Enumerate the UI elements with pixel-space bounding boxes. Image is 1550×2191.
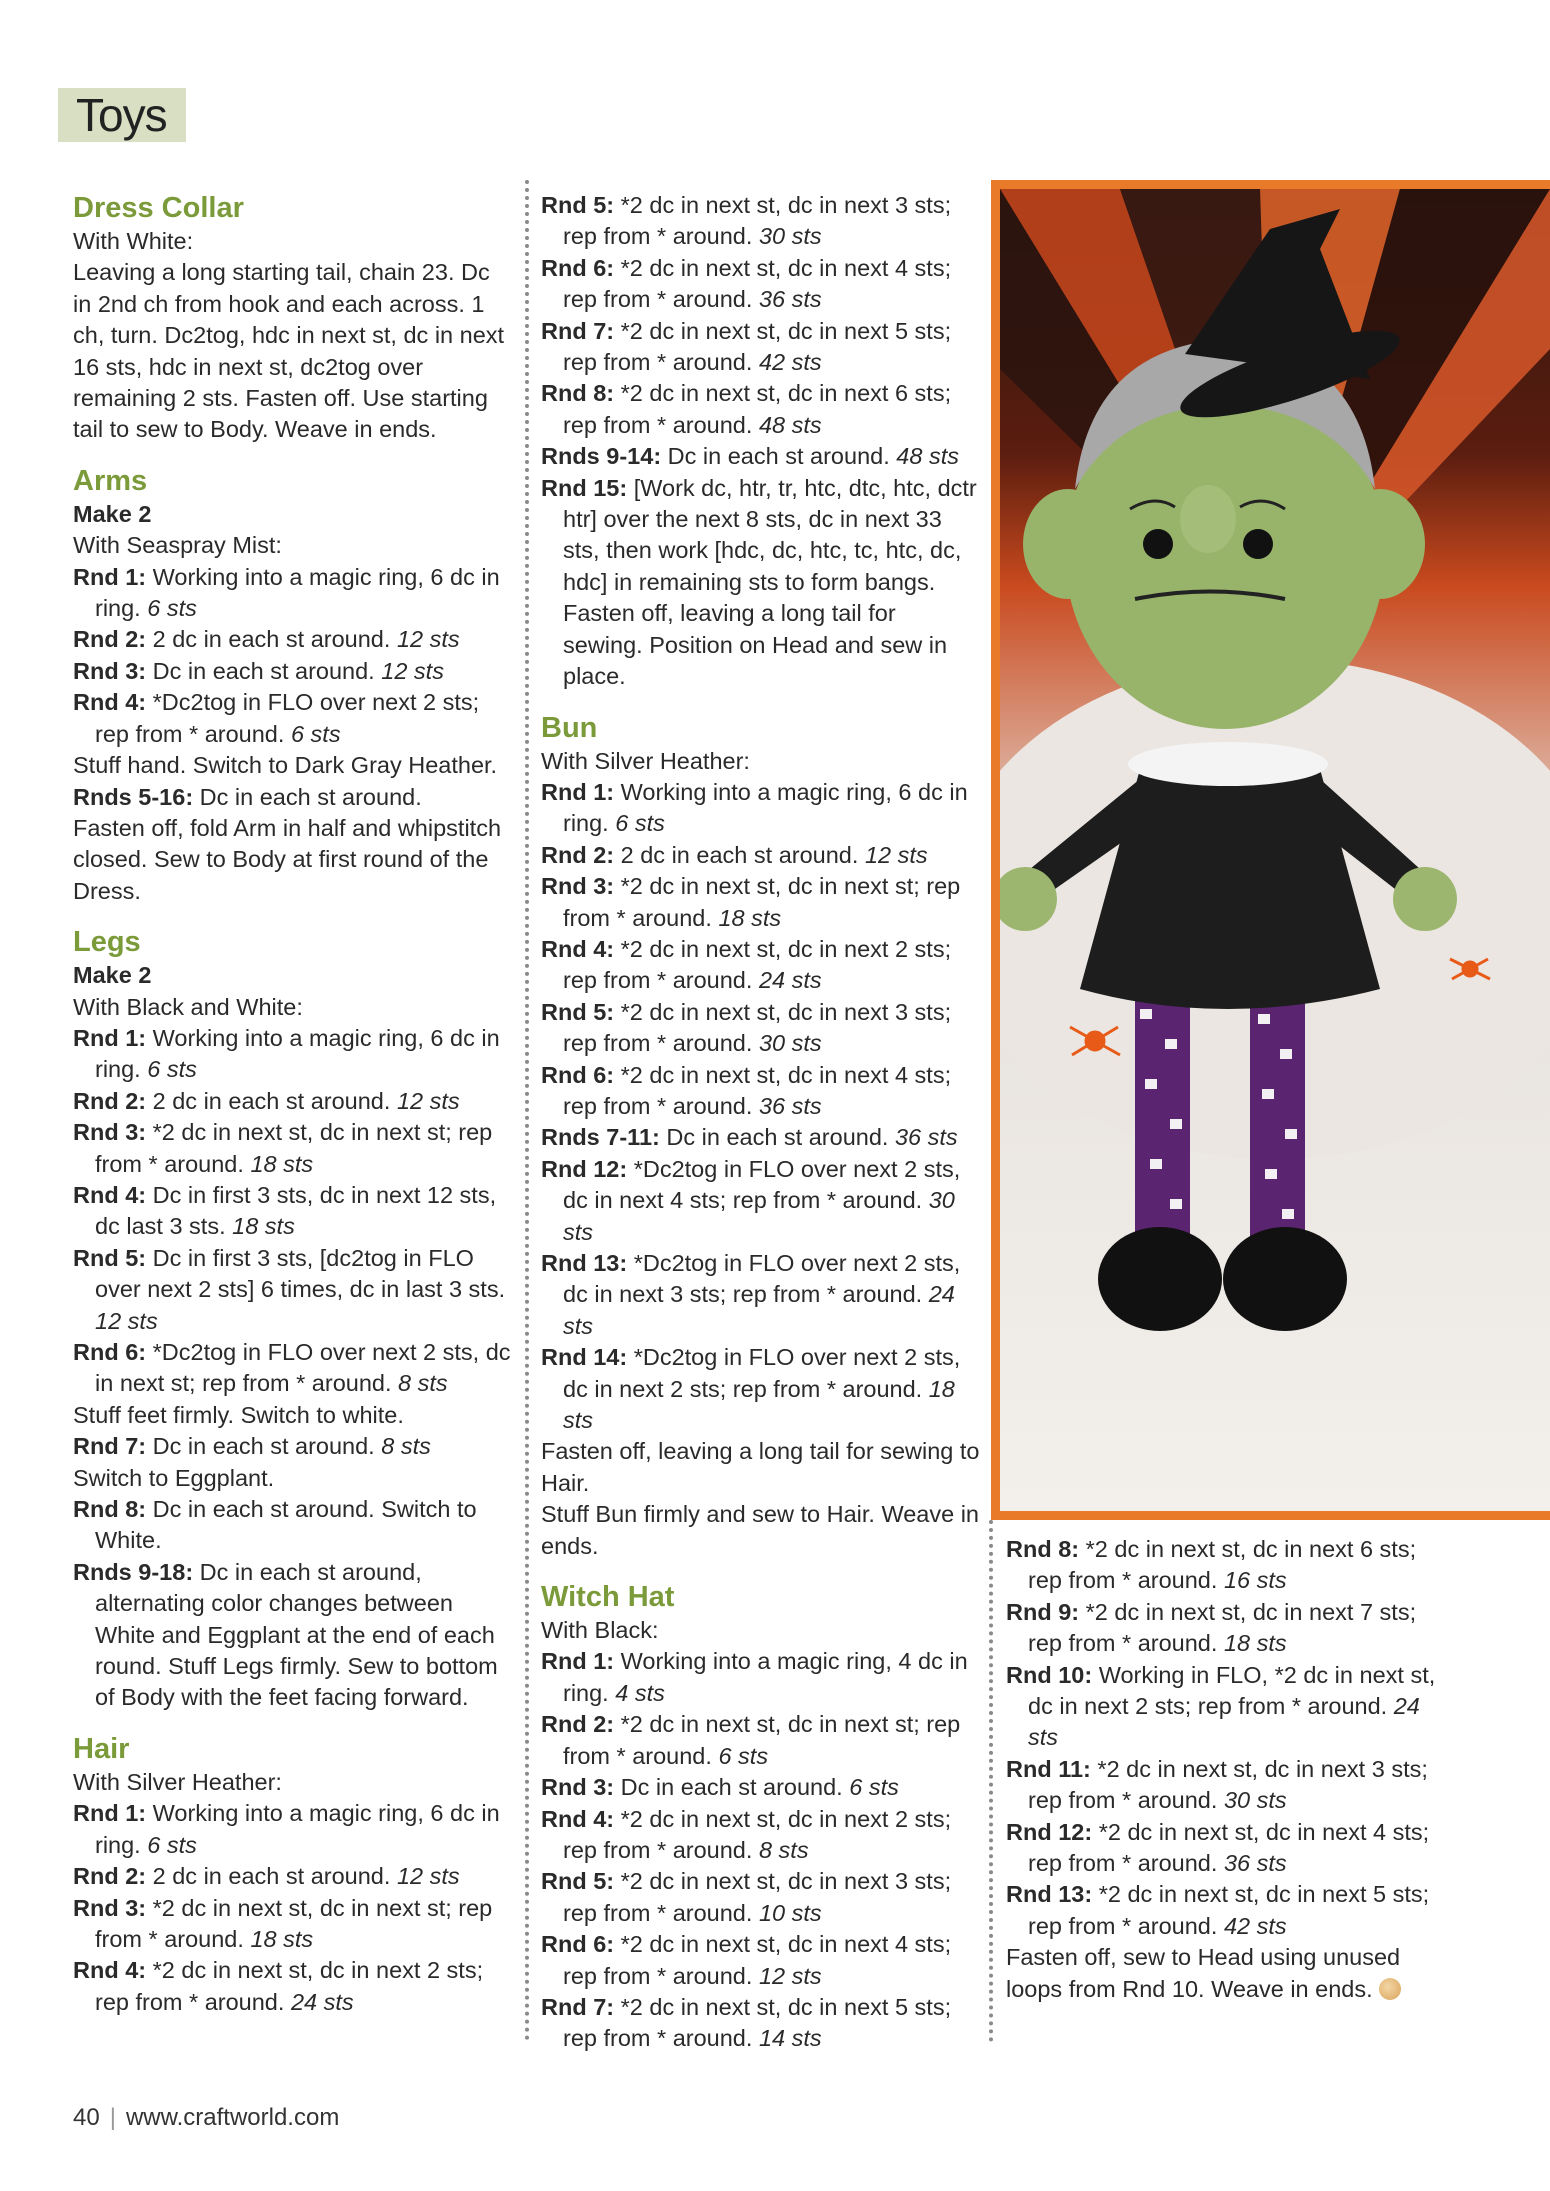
round-instruction: [541, 934, 981, 997]
instruction-text: [541, 1615, 981, 1646]
round-label: Rnd 6:: [541, 1931, 615, 1958]
stitch-count: 24 sts: [290, 1988, 354, 2015]
spacer: [73, 907, 513, 924]
round-label: Rnd 13:: [1006, 1881, 1093, 1908]
round-text: *Dc2tog in FLO over next 2 sts, dc in next 3 sts; rep from * around.: [563, 1250, 961, 1308]
round-instruction: [541, 253, 981, 316]
stitch-count: 36 sts: [758, 286, 822, 313]
round-instruction: [541, 1866, 981, 1929]
round-label: Rnd 5:: [541, 192, 615, 218]
round-label: Rnd 12:: [541, 1155, 628, 1182]
round-text: Working into a magic ring, 6 dc in ring.: [95, 1800, 500, 1858]
column-2: [541, 190, 981, 2055]
stitch-count: 18 sts: [250, 1925, 314, 1952]
round-label: Rnd 3:: [73, 657, 147, 684]
instruction-body: Stuff Bun firmly and sew to Hair. Weave in ends.: [541, 1501, 979, 1559]
instruction-body: Fasten off, leaving a long tail for sewing to Hair.: [541, 1438, 980, 1496]
spacer: [73, 1714, 513, 1731]
round-label: Rnd 15:: [541, 474, 628, 501]
stitch-count: 12 sts: [864, 841, 928, 868]
round-instruction: [541, 777, 981, 840]
round-instruction: [541, 1929, 981, 1992]
round-instruction: [541, 1709, 981, 1772]
round-text: *2 dc in next st, dc in next 4 sts; rep from * around.: [1028, 1818, 1430, 1877]
round-instruction: [73, 656, 513, 687]
stitch-count: 6 sts: [290, 720, 341, 747]
round-label: Rnd 2:: [73, 626, 147, 653]
round-label: Rnd 1:: [73, 1800, 147, 1827]
round-instruction: [541, 1342, 981, 1436]
round-text: *2 dc in next st, dc in next 3 sts; rep from * around.: [563, 192, 952, 250]
round-label: Rnds 9-18:: [73, 1558, 194, 1585]
page-number: 40: [73, 2104, 100, 2131]
instruction-text: [541, 1499, 981, 1562]
round-instruction: [541, 1804, 981, 1867]
round-instruction: [541, 1992, 981, 2055]
instruction-text: [73, 530, 513, 561]
witch-doll-illustration: [1000, 189, 1550, 1511]
round-instruction: [541, 997, 981, 1060]
subheading: Make 2: [73, 962, 152, 989]
stitch-count: 18 sts: [563, 1375, 955, 1434]
section-heading: Arms: [73, 464, 148, 497]
instruction-text: [73, 226, 513, 257]
round-instruction: [73, 1023, 513, 1086]
round-label: Rnd 6:: [541, 254, 615, 281]
stitch-count: 18 sts: [250, 1150, 314, 1177]
round-instruction: [73, 1337, 513, 1400]
stitch-count: 12 sts: [95, 1307, 158, 1334]
round-label: Rnd 4:: [73, 689, 147, 716]
round-instruction: [73, 782, 513, 813]
footer-separator: |: [109, 2104, 116, 2131]
round-label: Rnd 3:: [73, 1894, 147, 1921]
round-text: *2 dc in next st, dc in next 3 sts; rep from * around.: [1028, 1755, 1428, 1814]
round-instruction: [73, 1955, 513, 2018]
round-instruction: [541, 473, 981, 693]
round-label: Rnd 11:: [1006, 1755, 1091, 1782]
round-label: Rnd 10:: [1006, 1661, 1093, 1688]
stitch-count: 24 sts: [758, 967, 822, 994]
stitch-count: 14 sts: [758, 2025, 822, 2052]
round-label: Rnd 4:: [541, 935, 615, 962]
section-heading: Legs: [73, 926, 141, 959]
round-instruction: [541, 378, 981, 441]
stitch-count: 18 sts: [718, 904, 782, 931]
round-label: Rnd 7:: [541, 317, 615, 344]
round-text: Dc in each st around.: [661, 443, 897, 470]
round-instruction: [73, 1557, 513, 1714]
witch-doll-photo: [1000, 189, 1550, 1511]
website-link[interactable]: www.craftworld.com: [125, 2104, 340, 2131]
stitch-count: 6 sts: [849, 1774, 899, 1801]
round-text: Working in FLO, *2 dc in next st, dc in next 2 sts; rep from * around.: [1028, 1661, 1436, 1720]
round-label: Rnd 3:: [541, 1774, 615, 1801]
section-tab: Toys: [58, 88, 186, 142]
round-text: *2 dc in next st, dc in next 4 sts; rep from * around.: [563, 1931, 952, 1989]
round-instruction: [541, 1248, 981, 1342]
round-text: *2 dc in next st, dc in next 7 sts; rep from * around.: [1028, 1598, 1417, 1657]
instruction-body: With White:: [73, 228, 194, 254]
photo-frame: [991, 180, 1550, 1520]
column-3: [1006, 1534, 1446, 2005]
stitch-count: 12 sts: [396, 626, 460, 653]
instruction-body: With Black and White:: [73, 993, 303, 1020]
round-text: *2 dc in next st, dc in next 4 sts; rep from * around.: [563, 1061, 952, 1119]
round-text: *2 dc in next st, dc in next 6 sts; rep from * around.: [563, 380, 952, 438]
round-instruction: [541, 840, 981, 871]
stitch-count: 12 sts: [396, 1087, 460, 1114]
round-text: *2 dc in next st, dc in next 2 sts; rep from * around.: [563, 1805, 952, 1863]
round-instruction: [541, 316, 981, 379]
instruction-text: [73, 813, 513, 907]
instruction-text: [73, 992, 513, 1023]
instruction-text: [73, 257, 513, 445]
round-instruction: [73, 1494, 513, 1557]
stitch-count: 12 sts: [396, 1863, 460, 1890]
stitch-count: 6 sts: [147, 1831, 197, 1858]
round-text: *Dc2tog in FLO over next 2 sts, dc in next 2 sts; rep from * around.: [563, 1344, 961, 1402]
round-label: Rnd 3:: [73, 1119, 147, 1146]
round-instruction: [73, 1431, 513, 1462]
round-instruction: [73, 1180, 513, 1243]
round-instruction: [73, 1243, 513, 1337]
round-label: Rnds 5-16:: [73, 783, 194, 810]
round-text: 2 dc in each st around.: [146, 1087, 397, 1114]
round-text: Dc in each st around.: [614, 1774, 850, 1801]
round-instruction: [73, 1893, 513, 1956]
round-label: Rnd 3:: [541, 873, 615, 900]
round-text: *2 dc in next st, dc in next 3 sts; rep from * around.: [563, 998, 952, 1057]
stitch-count: 10 sts: [758, 1899, 822, 1926]
round-text: *2 dc in next st, dc in next 3 sts; rep from * around.: [563, 1868, 952, 1926]
stitch-count: 36 sts: [1223, 1850, 1287, 1877]
stitch-count: 16 sts: [1223, 1567, 1287, 1594]
round-text: Dc in each st around.: [193, 783, 422, 810]
spacer: [541, 693, 981, 710]
round-text: *2 dc in next st, dc in next st; rep from * around.: [563, 1711, 961, 1769]
round-label: Rnd 12:: [1006, 1818, 1093, 1845]
round-instruction: [1006, 1660, 1446, 1754]
round-text: 2 dc in each st around.: [146, 1863, 397, 1890]
round-label: Rnd 8:: [541, 380, 615, 407]
spacer: [541, 1562, 981, 1579]
round-label: Rnd 1:: [541, 1648, 615, 1675]
round-instruction: [73, 687, 513, 750]
section-heading: Witch Hat: [541, 1581, 675, 1614]
round-text: 2 dc in each st around.: [146, 626, 397, 653]
round-text: Working into a magic ring, 4 dc in ring.: [563, 1648, 968, 1706]
round-label: Rnd 1:: [73, 563, 147, 590]
round-label: Rnd 8:: [1006, 1536, 1080, 1562]
round-text: Dc in each st around.: [146, 1433, 382, 1460]
section-heading: Dress Collar: [73, 192, 244, 224]
stitch-count: 30 sts: [563, 1187, 955, 1245]
round-instruction: [1006, 1817, 1446, 1880]
instruction-body: Fasten off, sew to Head using unused loops from Rnd 10. Weave in ends.: [1006, 1944, 1401, 2002]
stitch-count: 30 sts: [1223, 1787, 1287, 1814]
round-text: Working into a magic ring, 6 dc in ring.: [95, 1024, 500, 1083]
stitch-count: 30 sts: [758, 1030, 822, 1057]
round-text: *2 dc in next st, dc in next 6 sts; rep from * around.: [1028, 1536, 1417, 1594]
round-label: Rnds 7-11:: [541, 1124, 660, 1151]
stitch-count: 42 sts: [758, 349, 822, 376]
round-text: Dc in first 3 sts, dc in next 12 sts, dc last 3 sts.: [95, 1181, 497, 1240]
round-instruction: [73, 624, 513, 655]
stitch-count: 18 sts: [1223, 1630, 1287, 1657]
round-label: Rnd 6:: [541, 1061, 615, 1088]
stitch-count: 8 sts: [758, 1836, 809, 1863]
yarn-ball-icon: [1379, 1978, 1401, 2000]
round-instruction: [541, 1154, 981, 1248]
stitch-count: 6 sts: [718, 1742, 769, 1769]
stitch-count: 4 sts: [615, 1679, 665, 1706]
instruction-body: Leaving a long starting tail, chain 23. Dc in 2nd ch from hook and each across. 1 ch, turn. Dc2tog, hdc in next st, dc in next 16 sts, hdc in next st, dc2tog over remaining 2 sts. Fasten off. Use starting tail to sew to Body. Weave in ends.: [73, 259, 505, 443]
round-label: Rnd 4:: [73, 1181, 147, 1208]
column-divider: [989, 1520, 993, 2042]
round-label: Rnd 2:: [73, 1863, 147, 1890]
section-heading: Bun: [541, 711, 598, 744]
stitch-count: 24 sts: [1028, 1693, 1420, 1751]
round-text: Dc in each st around, alternating color changes between White and Eggplant at the end of each round. Stuff Legs firmly. Sew to bottom of Body with the feet facing forward.: [95, 1558, 498, 1711]
stitch-count: 24 sts: [563, 1281, 955, 1339]
round-text: *Dc2tog in FLO over next 2 sts; rep from * around.: [95, 689, 480, 747]
round-label: Rnd 7:: [541, 1993, 615, 2020]
round-instruction: [541, 1772, 981, 1803]
round-instruction: [541, 871, 981, 934]
round-label: Rnd 1:: [541, 778, 615, 805]
round-instruction: [541, 190, 981, 253]
instruction-body: With Black:: [541, 1617, 659, 1644]
round-text: *2 dc in next st, dc in next st; rep from * around.: [563, 873, 961, 931]
round-label: Rnds 9-14:: [541, 443, 662, 470]
round-label: Rnd 8:: [73, 1496, 147, 1523]
round-instruction: [541, 1122, 981, 1153]
round-text: *Dc2tog in FLO over next 2 sts, dc in next 4 sts; rep from * around.: [563, 1155, 961, 1214]
round-instruction: [73, 1117, 513, 1180]
round-text: Dc in each st around. Switch to White.: [95, 1496, 477, 1554]
round-label: Rnd 2:: [541, 1711, 615, 1738]
stitch-count: 6 sts: [615, 810, 665, 837]
spacer: [73, 446, 513, 463]
stitch-count: 36 sts: [894, 1124, 958, 1151]
round-instruction: [541, 1646, 981, 1709]
stitch-count: 8 sts: [398, 1370, 448, 1397]
stitch-count: 6 sts: [147, 595, 197, 622]
stitch-count: 42 sts: [1223, 1912, 1287, 1939]
stitch-count: 12 sts: [758, 1962, 822, 1989]
round-label: Rnd 4:: [73, 1957, 147, 1984]
round-instruction: [73, 1798, 513, 1861]
stitch-count: 48 sts: [758, 411, 822, 438]
round-text: *2 dc in next st, dc in next 4 sts; rep from * around.: [563, 254, 952, 313]
instruction-body: Stuff feet firmly. Switch to white.: [73, 1401, 404, 1428]
stitch-count: 8 sts: [381, 1433, 431, 1460]
stitch-count: 30 sts: [758, 223, 822, 250]
round-text: Dc in each st around.: [146, 657, 382, 684]
round-text: *2 dc in next st, dc in next 5 sts; rep from * around.: [1028, 1881, 1430, 1939]
stitch-count: 18 sts: [232, 1213, 295, 1240]
round-instruction: [1006, 1597, 1446, 1660]
instruction-text: [73, 1463, 513, 1494]
round-label: Rnd 5:: [541, 998, 615, 1025]
stitch-count: 36 sts: [758, 1092, 822, 1119]
instruction-text: [73, 1767, 513, 1798]
section-heading: Hair: [73, 1732, 130, 1765]
instruction-text: [1006, 1942, 1446, 2005]
round-instruction: [73, 1086, 513, 1117]
instruction-text: [73, 750, 513, 781]
instruction-body: Stuff hand. Switch to Dark Gray Heather.: [73, 752, 498, 779]
page-footer: [73, 2104, 339, 2132]
round-text: Dc in each st around.: [659, 1124, 895, 1151]
round-label: Rnd 4:: [541, 1805, 615, 1832]
instruction-body: With Seaspray Mist:: [73, 532, 282, 559]
column-1: [73, 190, 513, 2018]
instruction-body: With Silver Heather:: [73, 1768, 282, 1795]
round-label: Rnd 5:: [73, 1244, 147, 1271]
round-text: *2 dc in next st, dc in next st; rep from * around.: [95, 1894, 493, 1952]
round-text: Working into a magic ring, 6 dc in ring.: [563, 778, 968, 837]
instruction-body: Switch to Eggplant.: [73, 1464, 275, 1491]
instruction-body: Fasten off, fold Arm in half and whipstitch closed. Sew to Body at first round of the Dress.: [73, 814, 502, 904]
round-text: [Work dc, htr, tr, htc, dtc, htc, dctr htr] over the next 8 sts, dc in next 33 sts, then work [hdc, dc, htc, tc, htc, dc, hdc] in remaining sts to form bangs. Fasten off, leaving a long tail for sewing. Position on Head and sew in place.: [563, 474, 977, 690]
round-instruction: [1006, 1754, 1446, 1817]
round-label: Rnd 9:: [1006, 1598, 1080, 1625]
round-text: Dc in first 3 sts, [dc2tog in FLO over next 2 sts] 6 times, dc in last 3 sts.: [95, 1244, 506, 1303]
round-instruction: [541, 441, 981, 472]
round-text: *2 dc in next st, dc in next 5 sts; rep from * around.: [563, 1993, 952, 2052]
subheading: Make 2: [73, 500, 152, 527]
round-label: Rnd 14:: [541, 1344, 628, 1371]
round-text: *2 dc in next st, dc in next st; rep from * around.: [95, 1119, 493, 1177]
round-text: *2 dc in next st, dc in next 2 sts; rep from * around.: [563, 935, 952, 994]
round-label: Rnd 13:: [541, 1250, 628, 1276]
round-label: Rnd 2:: [541, 841, 615, 868]
stitch-count: 6 sts: [147, 1056, 197, 1083]
round-instruction: [1006, 1534, 1446, 1597]
round-instruction: [73, 562, 513, 625]
round-text: *2 dc in next st, dc in next 5 sts; rep from * around.: [563, 317, 952, 376]
stitch-count: 48 sts: [896, 443, 959, 470]
round-label: Rnd 7:: [73, 1433, 147, 1460]
round-instruction: [1006, 1879, 1446, 1942]
round-label: Rnd 6:: [73, 1339, 147, 1365]
stitch-count: 12 sts: [381, 657, 444, 684]
round-text: Working into a magic ring, 6 dc in ring.: [95, 563, 500, 622]
round-instruction: [73, 1861, 513, 1892]
instruction-text: [73, 1400, 513, 1431]
round-text: *2 dc in next st, dc in next 2 sts; rep from * around.: [95, 1957, 484, 2015]
instruction-text: [541, 1436, 981, 1499]
column-divider: [525, 180, 529, 2042]
instruction-body: With Silver Heather:: [541, 747, 750, 774]
round-label: Rnd 5:: [541, 1868, 615, 1895]
round-instruction: [541, 1060, 981, 1123]
round-text: 2 dc in each st around.: [614, 841, 865, 868]
round-label: Rnd 2:: [73, 1087, 147, 1114]
round-text: *Dc2tog in FLO over next 2 sts, dc in next st; rep from * around.: [95, 1339, 511, 1397]
round-label: Rnd 1:: [73, 1024, 147, 1051]
instruction-text: [541, 746, 981, 777]
